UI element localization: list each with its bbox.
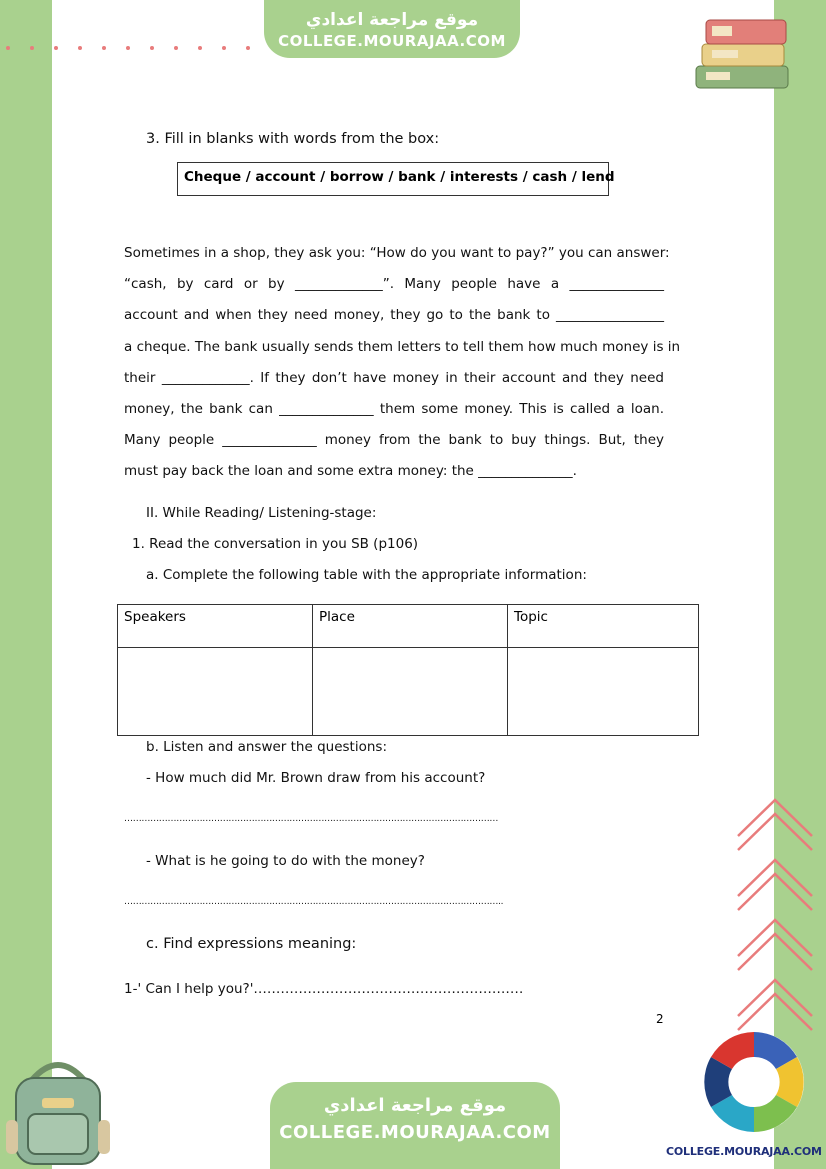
item-c: c. Find expressions meaning: (146, 936, 357, 952)
books-icon (690, 10, 796, 94)
info-table (117, 604, 699, 736)
table-header-topic: Topic (508, 605, 699, 648)
left-frame (0, 0, 52, 1169)
item-b: b. Listen and answer the questions: (146, 739, 387, 755)
question-2: - What is he going to do with the money? (146, 853, 425, 869)
footer-site-arabic: موقع مراجعة اعدادي (323, 1095, 507, 1116)
table-cell[interactable] (118, 648, 313, 736)
chevron-up-icon (734, 792, 816, 1032)
footer-banner (270, 1082, 560, 1169)
header-site-arabic: موقع مراجعة اعدادي (305, 10, 479, 30)
paragraph-line: their _____________. If they don’t have money in their account and they need (124, 369, 664, 386)
paragraph-line: Many people ______________ money from the bank to buy things. But, they (124, 432, 664, 449)
paragraph-line: account and when they need money, they go to the bank to ________________ (124, 307, 664, 324)
fill-in-paragraph (124, 242, 681, 492)
header-site-link[interactable]: COLLEGE.MOURAJAA.COM (278, 32, 506, 50)
item-1: 1. Read the conversation in you SB (p106) (132, 536, 419, 552)
expression-1: 1-' Can I help you?'…………………………………………………… (124, 981, 524, 997)
table-header-speakers: Speakers (118, 605, 313, 648)
answer-line-2[interactable]: ………………………………………………………………………………………………………………….. (124, 897, 504, 907)
answer-line-1[interactable]: ………………………………………………………………………………………………………………… (124, 814, 499, 824)
backpack-icon (2, 1050, 114, 1168)
paragraph-line: must pay back the loan and some extra money: the ______________. (124, 463, 577, 480)
site-logo-icon (694, 1024, 814, 1140)
item-a: a. Complete the following table with the appropriate information: (146, 567, 587, 583)
page-number: 2 (656, 1012, 664, 1026)
table-cell[interactable] (508, 648, 699, 736)
paragraph-line: Sometimes in a shop, they ask you: “How do you want to pay?” you can answer: (124, 245, 670, 261)
decorative-dots (0, 46, 270, 50)
table-header-place: Place (313, 605, 508, 648)
footer-logo-text[interactable]: COLLEGE.MOURAJAA.COM (666, 1145, 822, 1158)
word-box: Cheque / account / borrow / bank / interests / cash / lend (177, 162, 609, 196)
footer-site-link[interactable]: COLLEGE.MOURAJAA.COM (279, 1122, 551, 1143)
paragraph-line: “cash, by card or by _____________”. Many people have a ______________ (124, 276, 664, 293)
table-cell[interactable] (313, 648, 508, 736)
question-1: - How much did Mr. Brown draw from his account? (146, 770, 486, 786)
paragraph-line: money, the bank can ______________ them some money. This is called a loan. (124, 400, 664, 417)
header-banner (264, 0, 520, 58)
paragraph-line: a cheque. The bank usually sends them letters to tell them how much money is in (124, 338, 681, 355)
exercise-3-heading: 3. Fill in blanks with words from the box: (146, 131, 440, 147)
section-2-heading: II. While Reading/ Listening-stage: (146, 505, 377, 521)
